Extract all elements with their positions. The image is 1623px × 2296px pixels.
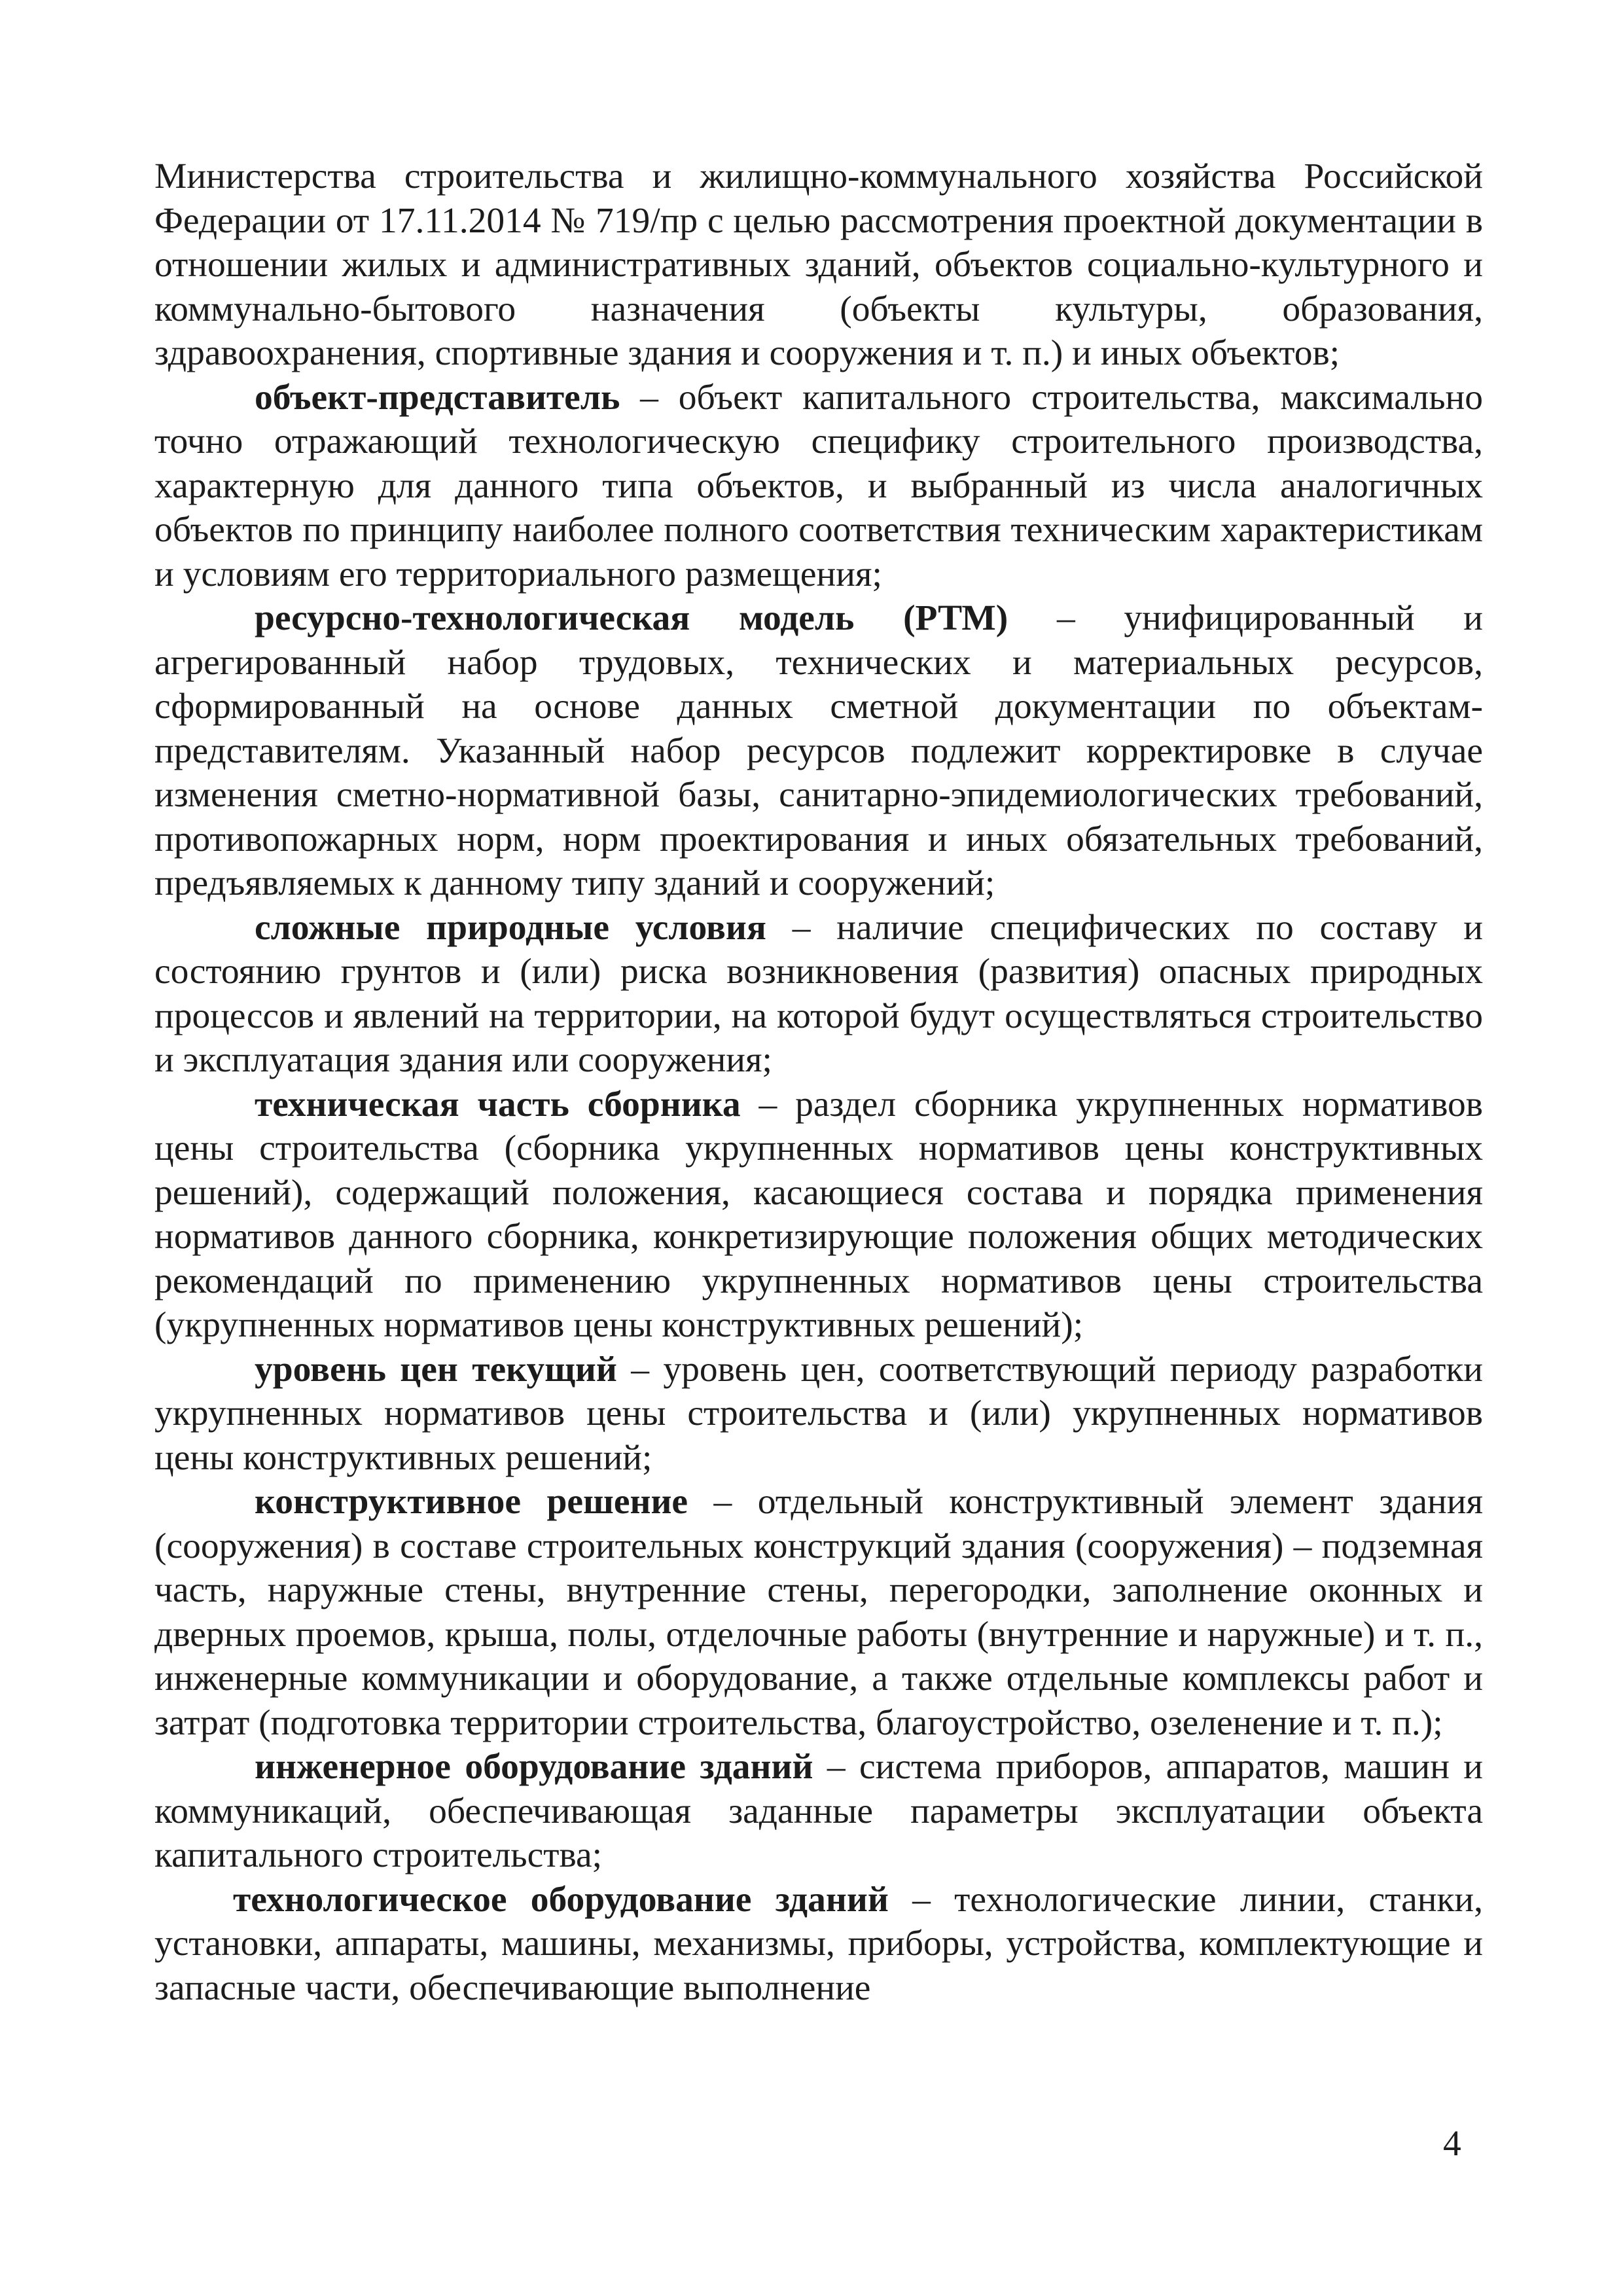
definition-paragraph xyxy=(154,1878,1483,2011)
definition-term: технологическое оборудование зданий xyxy=(233,1879,889,1920)
definition-paragraph xyxy=(154,1083,1483,1348)
definition-text: – уровень цен, соответствующий периоду разработки укрупненных нормативов цены строительства и (или) укрупненных нормативов цены конструктивных решений; xyxy=(154,1349,1483,1478)
definition-term: инженерное оборудование зданий xyxy=(255,1747,813,1787)
definition-term: сложные природные условия xyxy=(255,907,766,948)
document-body xyxy=(154,154,1483,2010)
definition-paragraph xyxy=(154,1480,1483,1745)
definition-term: ресурсно-технологическая модель (РТМ) xyxy=(255,598,1008,638)
definition-text: – объект капитального строительства, максимально точно отражающий технологическую специфику строительного производства, характерную для данного типа объектов, и выбранный из числа аналогичных объектов по принципу наиболее полного соответствия техническим характеристикам и условиям его территориального размещения; xyxy=(154,377,1483,594)
definition-paragraph xyxy=(154,376,1483,597)
definition-text: – наличие специфических по составу и состоянию грунтов и (или) риска возникновения (развития) опасных природных процессов и явлений на территории, на которой будут осуществляться строительство и эксплуатация здания или сооружения; xyxy=(154,907,1483,1080)
definition-paragraph xyxy=(154,1745,1483,1878)
definition-term: техническая часть сборника xyxy=(255,1084,741,1124)
page-number: 4 xyxy=(1443,2124,1461,2164)
definition-text: – унифицированный и агрегированный набор трудовых, технических и материальных ресурсов, сформированный на основе данных сметной документации по объектам-представителям. Указанный набор ресурсов подлежит корректировке в случае изменения сметно-нормативной базы, санитарно-эпидемиологических требований, противопожарных норм, норм проектирования и иных обязательных требований, предъявляемых к данному типу зданий и сооружений; xyxy=(154,598,1483,903)
definition-term: объект-представитель xyxy=(255,377,620,418)
definition-text: – раздел сборника укрупненных нормативов цены строительства (сборника укрупненных нормативов цены конструктивных решений), содержащий положения, касающиеся состава и порядка применения нормативов данного сборника, конкретизирующие положения общих методических рекомендаций по применению укрупненных нормативов цены строительства (укрупненных нормативов цены конструктивных решений); xyxy=(154,1084,1484,1345)
definition-text: – отдельный конструктивный элемент здания (сооружения) в составе строительных конструкций здания (сооружения) – подземная часть, наружные стены, внутренние стены, перегородки, заполнение оконных и дверных проемов, крыша, полы, отделочные работы (внутренние и наружные) и т. п., инженерные коммуникации и оборудование, а также отдельные комплексы работ и затрат (подготовка территории строительства, благоустройство, озеленение и т. п.); xyxy=(154,1482,1483,1743)
intro-paragraph: Министерства строительства и жилищно-коммунального хозяйства Российской Федерации от 17.11.2014 № 719/пр с целью рассмотрения проектной документации в отношении жилых и административных зданий, объектов социально-культурного и коммунально-бытового назначения (объекты культуры, образования, здравоохранения, спортивные здания и сооружения и т. п.) и иных объектов; xyxy=(154,156,1483,373)
definition-text: – технологические линии, станки, установки, аппараты, машины, механизмы, приборы, устройства, комплектующие и запасные части, обеспечивающие выполнение xyxy=(154,1879,1483,2008)
definition-paragraph xyxy=(154,906,1483,1083)
definition-paragraph xyxy=(154,1348,1483,1480)
definition-term: уровень цен текущий xyxy=(255,1349,617,1390)
definition-paragraph xyxy=(154,596,1483,906)
definition-text: – система приборов, аппаратов, машин и коммуникаций, обеспечивающая заданные параметры эксплуатации объекта капитального строительства; xyxy=(154,1747,1483,1875)
definition-term: конструктивное решение xyxy=(255,1482,688,1522)
